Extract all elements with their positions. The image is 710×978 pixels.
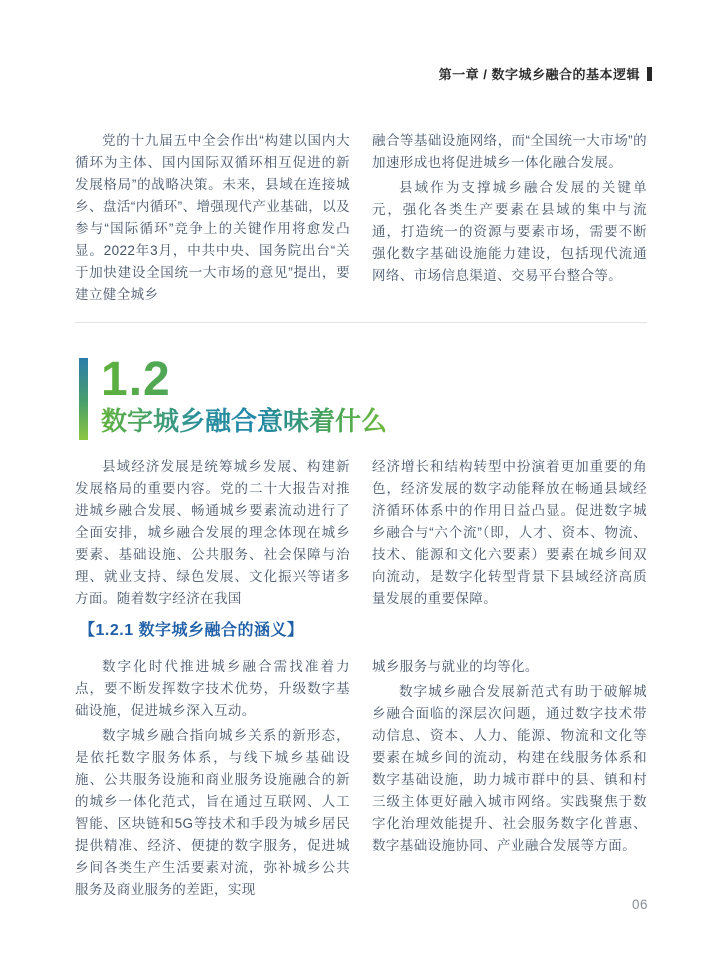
section-heading-text (101, 353, 388, 440)
paragraph: 数字城乡融合指向城乡关系的新形态，是依托数字服务体系，与线下城乡基础设施、公共服务设施和商业服务设施融合的新的城乡一体化范式，旨在通过互联网、人工智能、区块链和5G等技术和手段为城乡居民提供精准、经济、便捷的数字服务，促进城乡间各类生产生活要素对流，弥补城乡公共服务及商业服务的差距，实现 (75, 728, 350, 897)
chapter-marker-bar (647, 67, 652, 81)
paragraph: 县域经济发展是统筹城乡发展、构建新发展格局的重要内容。党的二十大报告对推进城乡融合发展、畅通城乡要素流动进行了全面安排，城乡融合发展的理念体现在城乡要素、基础设施、公共服务、社会保障与治理、就业支持、绿色发展、文化振兴等诸多方面。随着数字经济在我国 (75, 459, 350, 606)
section-divider (75, 322, 647, 323)
section-accent-bar (79, 358, 88, 440)
page-header (439, 64, 652, 83)
paragraph: 城乡服务与就业的均等化。 (372, 659, 539, 674)
chapter-title: 第一章 / 数字城乡融合的基本逻辑 (438, 67, 640, 82)
paragraph: 融合等基础设施网络，而“全国统一大市场”的加速形成也将促进城乡一体化融合发展。 (372, 133, 647, 170)
section-intro-block (75, 456, 647, 613)
section-title: 数字城乡融合意味着什么 (101, 406, 388, 436)
opening-right-column (372, 130, 647, 309)
section-intro-right-column (372, 456, 647, 613)
section-heading (79, 353, 388, 440)
paragraph: 县域作为支撑城乡融合发展的关键单元，强化各类生产要素在县域的集中与流通，打造统一的资源与要素市场，需要不断强化数字基础设施能力建设，包括现代流通网络、市场信息渠道、交易平台整合等。 (372, 180, 647, 283)
paragraph: 党的十九届五中全会作出“构建以国内大循环为主体、国内国际双循环相互促进的新发展格局”的战略决策。未来，县域在连接城乡、盘活“内循环”、增强现代产业基础，以及参与“国际循环”竞争上的关键作用将愈发凸显。2022年3月，中共中央、国务院出台“关于加快建设全国统一大市场的意见”提出，要建立健全城乡 (75, 133, 350, 302)
opening-left-column (75, 130, 350, 309)
paragraph: 数字化时代推进城乡融合需找准着力点，要不断发挥数字技术优势，升级数字基础设施，促进城乡深入互动。 (75, 659, 350, 718)
page-number: 06 (631, 897, 648, 912)
section-intro-left-column (75, 456, 350, 613)
section-number: 1.2 (101, 358, 387, 402)
subsection-right-column (372, 656, 647, 904)
opening-text-block (75, 130, 647, 309)
subsection-left-column (75, 656, 350, 904)
subsection-text-block (75, 656, 647, 904)
paragraph: 数字城乡融合发展新范式有助于破解城乡融合面临的深层次问题，通过数字技术带动信息、资本、人力、能源、物流和文化等要素在城乡间的流动，构建在线服务体系和数字基础设施，助力城市群中的县、镇和村三级主体更好融入城市网络。实践聚焦于数字化治理效能提升、社会服务数字化普惠、数字基础设施协同、产业融合发展等方面。 (372, 684, 647, 853)
subsection-heading: 【1.2.1 数字城乡融合的涵义】 (79, 622, 304, 639)
paragraph: 经济增长和结构转型中扮演着更加重要的角色，经济发展的数字动能释放在畅通县域经济循环体系中的作用日益凸显。促进数字城乡融合与“六个流”（即，人才、资本、物流、技术、能源和文化六要素）要素在城乡间双向流动，是数字化转型背景下县域经济高质量发展的重要保障。 (372, 459, 647, 606)
